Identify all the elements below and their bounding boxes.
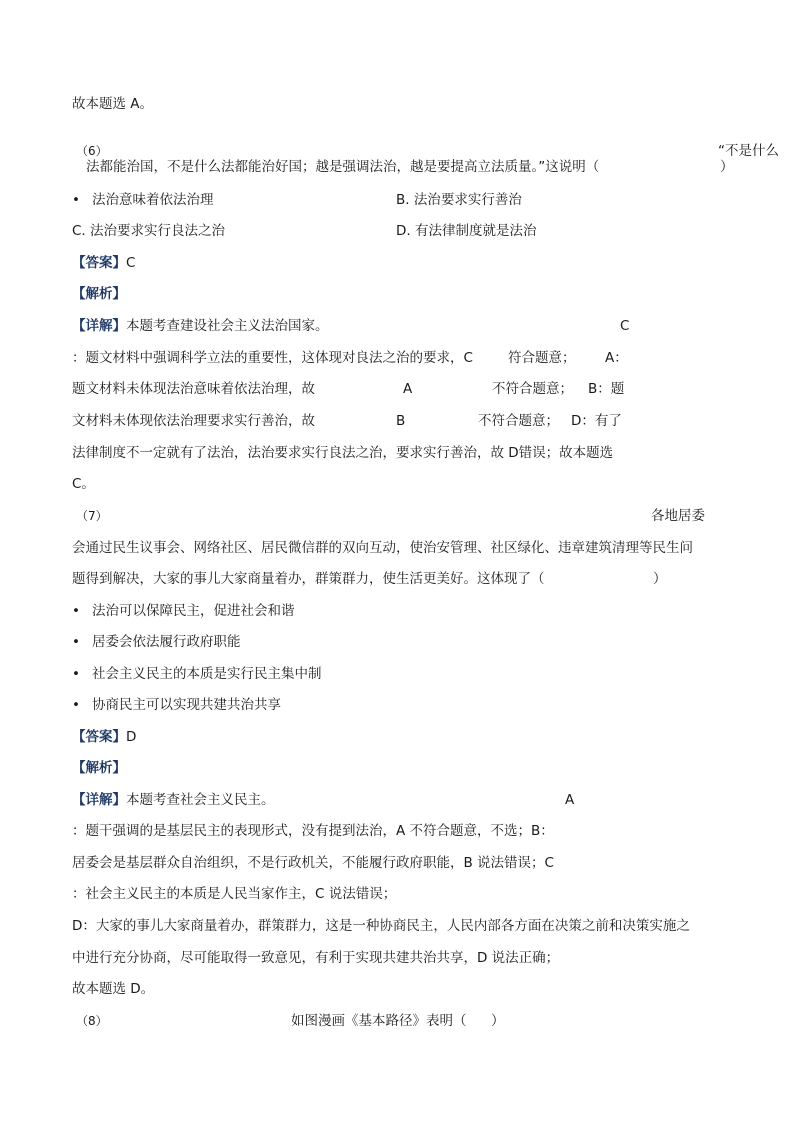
q6-detail-line1c: A： (605, 350, 628, 366)
q6-option-c: C. 法治要求实行良法之治 (72, 223, 226, 239)
q7-stem-line1: 会通过民生议事会、网络社区、居民微信群的双向互动，使治安管理、社区绿化、违章建筑清理等民生问 (72, 540, 693, 556)
q8-number: （8） (76, 1014, 108, 1028)
q7-detail-line1: ：题干强调的是基层民主的表现形式，没有提到法治，A 不符合题意，不选；B： (72, 823, 554, 839)
q6-detail-line5: C。 (72, 476, 95, 492)
detail-heading: 【详解】 (72, 792, 126, 808)
q7-number: （7） (76, 509, 108, 523)
answer-heading: 【答案】 (72, 729, 126, 745)
q6-answer-row (72, 255, 135, 271)
q6-detail-line2c: 不符合题意； (492, 381, 573, 397)
q8-stem: 如图漫画《基本路径》表明（ (291, 1013, 467, 1029)
answer-heading: 【答案】 (72, 255, 126, 271)
q6-option-b: B. 法治要求实行善治 (396, 192, 522, 208)
q6-option-d: D. 有法律制度就是法治 (396, 223, 537, 239)
q6-detail-line3a: 文材料未体现依法治理要求实行善治，故 (72, 413, 315, 429)
q6-paren-close: ） (720, 159, 734, 175)
q6-stem: 法都能治国，不是什么法都能治好国；越是强调法治，越是要提高立法质量。”这说明（ (86, 159, 600, 175)
q7-detail-line6: 故本题选 D。 (72, 981, 155, 997)
intro-text: 故本题选 A。 (72, 96, 154, 112)
q6-detail-line2b: A (403, 381, 413, 397)
bullet: • (72, 634, 80, 650)
bullet: • (72, 666, 80, 682)
q6-detail-row (72, 318, 329, 334)
detail-heading: 【详解】 (72, 318, 126, 334)
q6-detail-line1b: 符合题意； (508, 350, 576, 366)
q7-answer: D (126, 729, 137, 745)
q7-option-1: 法治可以保障民主，促进社会和谐 (92, 603, 295, 619)
q6-stem-tail: “不是什么 (718, 143, 779, 159)
q6-answer: C (126, 255, 136, 271)
q6-number: （6） (76, 144, 108, 158)
q6-detail-line1a: ：题文材料中强调科学立法的重要性，这体现对良法之治的要求，C (72, 350, 473, 366)
q6-detail-line3c: 不符合题意； (478, 413, 559, 429)
bullet: • (72, 603, 80, 619)
q7-detail-first: 本题考查社会主义民主。 (126, 792, 275, 808)
q6-detail-line2d: B：题 (588, 381, 625, 397)
q7-option-3: 社会主义民主的本质是实行民主集中制 (92, 666, 322, 682)
q7-detail-line4: D：大家的事儿大家商量着办，群策群力，这是一种协商民主，人民内部各方面在决策之前和决策实施之 (72, 918, 690, 934)
q8-paren-close: ） (491, 1013, 505, 1029)
q6-detail-line3d: D：有了 (571, 413, 622, 429)
analysis-heading: 【解析】 (72, 286, 126, 302)
q7-option-4: 协商民主可以实现共建共治共享 (92, 697, 281, 713)
q7-stem-head: 各地居委 (651, 508, 705, 524)
bullet: • (72, 192, 80, 208)
q7-detail-a: A (565, 792, 575, 808)
q7-detail-line3: ：社会主义民主的本质是人民当家作主，C 说法错误； (72, 886, 397, 902)
q7-option-2: 居委会依法履行政府职能 (92, 634, 241, 650)
q7-paren-close: ） (653, 571, 667, 587)
q6-detail-line4: 法律制度不一定就有了法治，法治要求实行良法之治，要求实行善治，故 D错误；故本题选 (72, 445, 614, 461)
q6-detail-line2a: 题文材料未体现法治意味着依法治理，故 (72, 381, 315, 397)
bullet: • (72, 697, 80, 713)
q6-detail-line3b: B (396, 413, 406, 429)
q7-answer-row (72, 729, 136, 745)
q6-option-a: 法治意味着依法治理 (92, 192, 214, 208)
q6-detail-first: 本题考查建设社会主义法治国家。 (126, 318, 329, 334)
q6-detail-c: C (620, 318, 630, 334)
q7-detail-line2: 居委会是基层群众自治组织，不是行政机关，不能履行政府职能，B 说法错误；C (72, 855, 554, 871)
q7-detail-line5: 中进行充分协商，尽可能取得一致意见，有利于实现共建共治共享，D 说法正确； (72, 950, 560, 966)
analysis-heading: 【解析】 (72, 760, 126, 776)
q7-detail-row (72, 792, 275, 808)
q7-stem-line2: 题得到解决，大家的事儿大家商量着办，群策群力，使生活更美好。这体现了（ (72, 571, 545, 587)
